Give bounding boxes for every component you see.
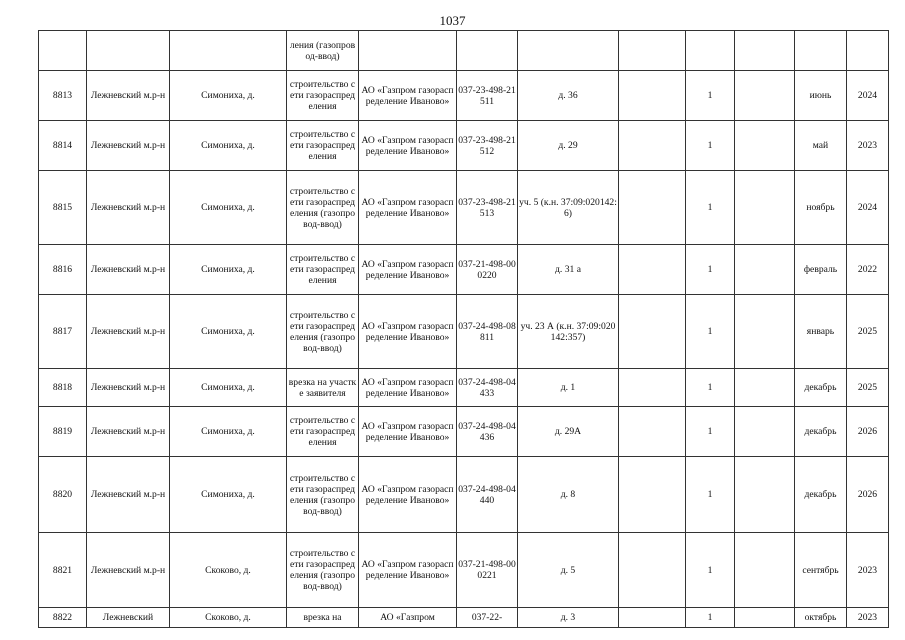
cell-year: 2023	[847, 533, 889, 608]
table-row	[39, 608, 889, 628]
cell-month: сентябрь	[795, 533, 847, 608]
table-row-continued	[39, 31, 889, 71]
cell-year: 2025	[847, 295, 889, 369]
cell-code: 037-23-498-21511	[457, 71, 518, 121]
cell-organization: АО «Газпром	[359, 608, 457, 628]
cell-empty	[735, 533, 795, 608]
cell-empty	[735, 121, 795, 171]
cell-count: 1	[686, 295, 735, 369]
cell-district: Лежневский м.р-н	[87, 121, 170, 171]
cell-empty	[619, 171, 686, 245]
table-row	[39, 171, 889, 245]
cell-empty	[619, 295, 686, 369]
cell-work: врезка на	[287, 608, 359, 628]
cell-district: Лежневский	[87, 608, 170, 628]
cell-month: ноябрь	[795, 171, 847, 245]
cell-year: 2023	[847, 608, 889, 628]
cell-work: строительство сети газораспределения (газопровод-ввод)	[287, 457, 359, 533]
cell-work: строительство сети газораспределения (газопровод-ввод)	[287, 171, 359, 245]
cell-year: 2024	[847, 71, 889, 121]
page-number: 1037	[439, 13, 466, 28]
cell-year: 2024	[847, 171, 889, 245]
cell-address: д. 31 а	[518, 245, 619, 295]
cell-address: д. 5	[518, 533, 619, 608]
cell-empty	[619, 407, 686, 457]
cell-address: д. 29	[518, 121, 619, 171]
cell-address: д. 3	[518, 608, 619, 628]
cell-empty	[619, 71, 686, 121]
cell-number: 8816	[39, 245, 87, 295]
cell-organization: АО «Газпром газораспределение Иваново»	[359, 295, 457, 369]
cell-locality: Симониха, д.	[170, 171, 287, 245]
cell-work: строительство сети газораспределения (газопровод-ввод)	[287, 295, 359, 369]
cell-empty	[619, 608, 686, 628]
cell-work: строительство сети газораспределения	[287, 407, 359, 457]
cell-number: 8818	[39, 369, 87, 407]
cell-month: июнь	[795, 71, 847, 121]
cell-empty	[619, 533, 686, 608]
cell-code: 037-24-498-08811	[457, 295, 518, 369]
cell-empty	[735, 369, 795, 407]
cell-organization: АО «Газпром газораспределение Иваново»	[359, 369, 457, 407]
cell-district: Лежневский м.р-н	[87, 171, 170, 245]
table-row	[39, 457, 889, 533]
cell-count: 1	[686, 71, 735, 121]
cell-empty	[619, 121, 686, 171]
cell-number: 8820	[39, 457, 87, 533]
cell-empty	[619, 369, 686, 407]
cell-district: Лежневский м.р-н	[87, 71, 170, 121]
cell-code: 037-24-498-04436	[457, 407, 518, 457]
cell-number: 8819	[39, 407, 87, 457]
cell-empty	[735, 295, 795, 369]
cell-district: Лежневский м.р-н	[87, 295, 170, 369]
cell-code: 037-24-498-04440	[457, 457, 518, 533]
cell-year: 2026	[847, 457, 889, 533]
table-row	[39, 407, 889, 457]
cell-organization: АО «Газпром газораспределение Иваново»	[359, 457, 457, 533]
cell-locality: Симониха, д.	[170, 71, 287, 121]
cell-work: врезка на участке заявителя	[287, 369, 359, 407]
cell-count: 1	[686, 407, 735, 457]
cell-code: 037-23-498-21513	[457, 171, 518, 245]
cell-locality: Симониха, д.	[170, 245, 287, 295]
table-row	[39, 245, 889, 295]
cell-address: д. 1	[518, 369, 619, 407]
table-row	[39, 369, 889, 407]
cell-address: д. 36	[518, 71, 619, 121]
cell-count: 1	[686, 245, 735, 295]
cell-work: строительство сети газораспределения	[287, 245, 359, 295]
cell-number: 8821	[39, 533, 87, 608]
cell-number: 8822	[39, 608, 87, 628]
cell-code: 037-21-498-000221	[457, 533, 518, 608]
table-row	[39, 71, 889, 121]
cell-empty	[735, 71, 795, 121]
cell-locality: Симониха, д.	[170, 369, 287, 407]
cell-work: строительство сети газораспределения	[287, 121, 359, 171]
cell-district: Лежневский м.р-н	[87, 457, 170, 533]
cell-organization: АО «Газпром газораспределение Иваново»	[359, 407, 457, 457]
cell-address: д. 8	[518, 457, 619, 533]
cell-empty	[735, 407, 795, 457]
cell-year: 2022	[847, 245, 889, 295]
cell-organization: АО «Газпром газораспределение Иваново»	[359, 533, 457, 608]
cell-empty	[619, 245, 686, 295]
cell-district: Лежневский м.р-н	[87, 369, 170, 407]
table-row	[39, 533, 889, 608]
cell-organization: АО «Газпром газораспределение Иваново»	[359, 171, 457, 245]
cell-locality: Симониха, д.	[170, 407, 287, 457]
cell-count: 1	[686, 369, 735, 407]
cell-organization: АО «Газпром газораспределение Иваново»	[359, 121, 457, 171]
cell-month: октябрь	[795, 608, 847, 628]
cell-locality: Симониха, д.	[170, 457, 287, 533]
cell-empty	[619, 457, 686, 533]
table-row	[39, 295, 889, 369]
cell-work: ления (газопровод-ввод)	[287, 31, 359, 71]
cell-number: 8813	[39, 71, 87, 121]
cell-empty	[735, 171, 795, 245]
table-row	[39, 121, 889, 171]
cell-number: 8815	[39, 171, 87, 245]
cell-year: 2025	[847, 369, 889, 407]
cell-code: 037-23-498-21512	[457, 121, 518, 171]
cell-code: 037-24-498-04433	[457, 369, 518, 407]
cell-count: 1	[686, 457, 735, 533]
cell-organization: АО «Газпром газораспределение Иваново»	[359, 71, 457, 121]
cell-district: Лежневский м.р-н	[87, 533, 170, 608]
cell-count: 1	[686, 121, 735, 171]
cell-code: 037-22-	[457, 608, 518, 628]
cell-locality: Скоково, д.	[170, 608, 287, 628]
cell-locality: Скоково, д.	[170, 533, 287, 608]
cell-address: д. 29А	[518, 407, 619, 457]
cell-district: Лежневский м.р-н	[87, 407, 170, 457]
cell-organization: АО «Газпром газораспределение Иваново»	[359, 245, 457, 295]
cell-month: февраль	[795, 245, 847, 295]
cell-count: 1	[686, 533, 735, 608]
cell-empty	[735, 608, 795, 628]
cell-count: 1	[686, 171, 735, 245]
cell-month: май	[795, 121, 847, 171]
cell-locality: Симониха, д.	[170, 295, 287, 369]
cell-address: уч. 5 (к.н. 37:09:020142:6)	[518, 171, 619, 245]
cell-month: декабрь	[795, 407, 847, 457]
cell-month: декабрь	[795, 457, 847, 533]
cell-work: строительство сети газораспределения	[287, 71, 359, 121]
cell-locality: Симониха, д.	[170, 121, 287, 171]
cell-empty	[735, 457, 795, 533]
cell-year: 2026	[847, 407, 889, 457]
cell-month: декабрь	[795, 369, 847, 407]
cell-month: январь	[795, 295, 847, 369]
cell-district: Лежневский м.р-н	[87, 245, 170, 295]
registry-table	[38, 30, 889, 628]
cell-code: 037-21-498-000220	[457, 245, 518, 295]
cell-number: 8814	[39, 121, 87, 171]
cell-address: уч. 23 А (к.н. 37:09:020142:357)	[518, 295, 619, 369]
cell-year: 2023	[847, 121, 889, 171]
cell-number: 8817	[39, 295, 87, 369]
cell-count: 1	[686, 608, 735, 628]
cell-empty	[735, 245, 795, 295]
cell-work: строительство сети газораспределения (газопровод-ввод)	[287, 533, 359, 608]
